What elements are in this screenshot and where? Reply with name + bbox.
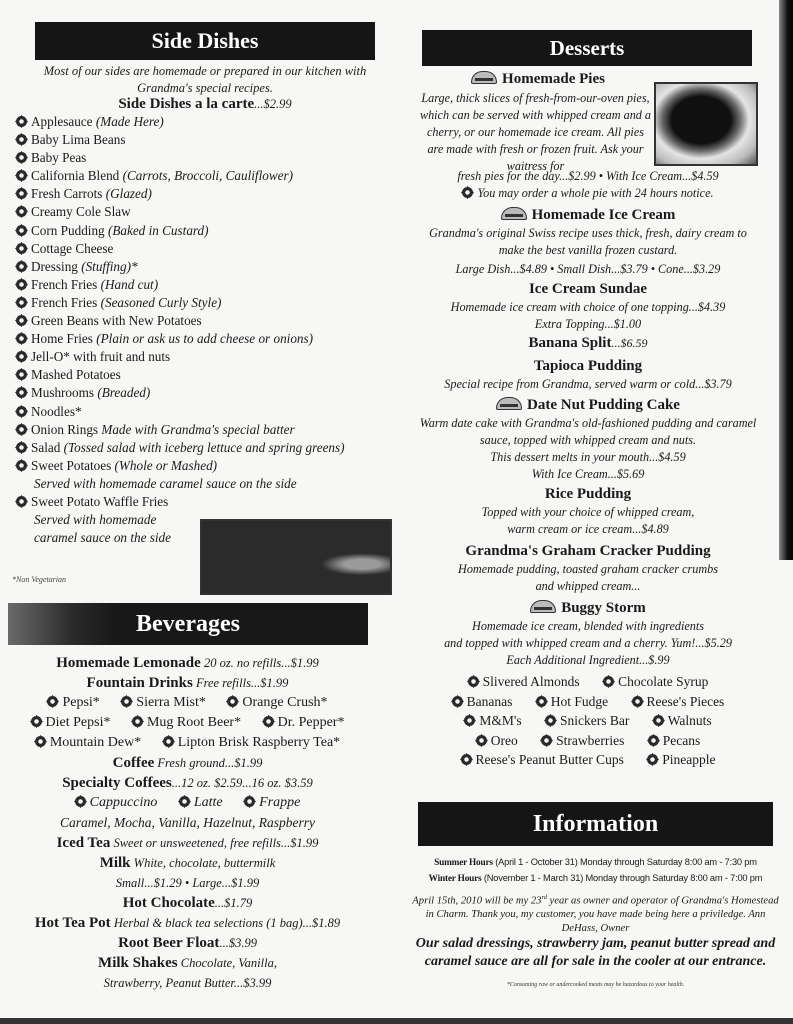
flower-bullet-icon: [16, 297, 27, 308]
toppings-row: Bananas Hot Fudge Reese's Pieces: [408, 692, 768, 712]
scan-bottom-edge: [0, 1018, 793, 1024]
toppings-row: Reese's Peanut Butter Cups Pineapple: [408, 750, 768, 770]
list-item: Sweet Potato Waffle Fries Served with homemade caramel sauce on the side: [16, 493, 396, 547]
flower-bullet-icon: [35, 736, 46, 747]
buggy-logo-icon: [496, 397, 522, 410]
coffee-line: Coffee Fresh ground...$1.99: [112, 755, 263, 771]
winter-hours: Winter Hours (November 1 - March 31) Monday through Saturday 8:00 am - 7:00 pm: [428, 873, 763, 884]
sundae-block: Ice Cream Sundae Homemade ice cream with choice of one topping...$4.39 Extra Topping...$1.00: [450, 281, 726, 331]
ice-cream-block: Homemade Ice Cream Grandma's original Swiss recipe uses thick, fresh, dairy cream to make the best vanilla frozen custard. Large Dish...$4.89 • Small Dish...$3.79 • Cone...$3.29: [429, 207, 747, 276]
pies-description: Large, thick slices of fresh-from-our-oven pies, which can be served with whipped cream and a cherry, or our homemade ice cream. All pies are made with fresh or frozen fruit. Ask your waitress for: [419, 91, 652, 173]
hours-block: [408, 855, 783, 887]
list-item: Noodles*: [16, 403, 396, 421]
list-item: French Fries (Seasoned Curly Style): [16, 294, 396, 312]
flower-bullet-icon: [603, 676, 614, 687]
flower-bullet-icon: [16, 279, 27, 290]
toppings-list: [408, 672, 768, 770]
summer-hours: Summer Hours (April 1 - October 31) Monday through Saturday 8:00 am - 7:30 pm: [434, 857, 757, 868]
flower-bullet-icon: [541, 735, 552, 746]
for-sale-notice: Our salad dressings, strawberry jam, peanut butter spread and caramel sauce are all for sale in the cooler at our entrance.: [415, 936, 776, 969]
tapioca-block: Tapioca Pudding Special recipe from Grandma, served warm or cold...$3.79: [444, 358, 732, 391]
list-item: Fresh Carrots (Glazed): [16, 185, 396, 203]
flower-bullet-icon: [545, 715, 556, 726]
flower-bullet-icon: [163, 736, 174, 747]
flower-bullet-icon: [16, 206, 27, 217]
flower-bullet-icon: [16, 369, 27, 380]
list-item: Jell-O* with fruit and nuts: [16, 348, 396, 366]
root-beer-float-line: Root Beer Float...$3.99: [118, 935, 257, 951]
list-item: Baby Lima Beans: [16, 131, 396, 149]
flower-bullet-icon: [464, 715, 475, 726]
flower-bullet-icon: [16, 152, 27, 163]
list-item: Dressing (Stuffing)*: [16, 258, 396, 276]
side-dish-list: [16, 113, 396, 547]
flower-bullet-icon: [462, 187, 473, 198]
flower-bullet-icon: [121, 696, 132, 707]
milk-shakes-line: Milk Shakes Chocolate, Vanilla,: [98, 955, 277, 971]
desserts-heading: Desserts: [422, 30, 752, 66]
list-item: Mushrooms (Breaded): [16, 384, 396, 402]
flower-bullet-icon: [16, 424, 27, 435]
lemonade-line: Homemade Lemonade 20 oz. no refills...$1.99: [56, 655, 319, 671]
toppings-row: Oreo Strawberries Pecans: [408, 731, 768, 751]
flower-bullet-icon: [648, 735, 659, 746]
a-la-carte-line: [30, 96, 380, 113]
waffle-fries-photo: [200, 519, 392, 595]
flower-bullet-icon: [75, 796, 86, 807]
milk-prices: Small...$1.29 • Large...$1.99: [115, 876, 260, 890]
flower-bullet-icon: [468, 676, 479, 687]
information-heading: Information: [418, 802, 773, 846]
list-item: Baby Peas: [16, 149, 396, 167]
flavors-line: Caramel, Mocha, Vanilla, Hazelnut, Raspberry: [60, 815, 315, 830]
flower-bullet-icon: [244, 796, 255, 807]
banana-split-block: Banana Split...$6.59: [528, 335, 648, 351]
side-dishes-intro: Most of our sides are homemade or prepared in our kitchen with Grandma's special recipes.: [43, 64, 367, 95]
flower-bullet-icon: [132, 716, 143, 727]
flower-bullet-icon: [16, 188, 27, 199]
pie-photo: [654, 82, 758, 166]
owner-message: April 15th, 2010 will be my 23rd year as owner and operator of Grandma's Homestead in Charm. Thank you, my customer, you have made being here a priviledge. Ann DeHass, Owner: [412, 894, 779, 934]
iced-tea-line: Iced Tea Sweet or unsweetened, free refills...$1.99: [56, 835, 319, 851]
flower-bullet-icon: [452, 696, 463, 707]
flower-bullet-icon: [647, 754, 658, 765]
fountain-options-row: Mountain Dew* Lipton Brisk Raspberry Tea*: [0, 733, 375, 753]
flower-bullet-icon: [16, 442, 27, 453]
flower-bullet-icon: [16, 116, 27, 127]
a-la-carte-label: Side Dishes a la carte: [118, 96, 255, 112]
list-item: Home Fries (Plain or ask us to add cheese or onions): [16, 330, 396, 348]
milk-shakes-flavors: Strawberry, Peanut Butter...$3.99: [103, 976, 272, 990]
flower-bullet-icon: [16, 406, 27, 417]
flower-bullet-icon: [16, 134, 27, 145]
buggy-logo-icon: [501, 207, 527, 220]
toppings-row: Slivered Almonds Chocolate Syrup: [408, 672, 768, 692]
flower-bullet-icon: [16, 315, 27, 326]
flower-bullet-icon: [16, 496, 27, 507]
fountain-options-row: Pepsi* Sierra Mist* Orange Crush*: [0, 693, 375, 713]
scan-edge-shadow: [779, 0, 793, 560]
list-item: Sweet Potatoes (Whole or Mashed) Served with homemade caramel sauce on the side: [16, 457, 396, 493]
flower-bullet-icon: [47, 696, 58, 707]
flower-bullet-icon: [16, 170, 27, 181]
flower-bullet-icon: [16, 333, 27, 344]
list-item: California Blend (Carrots, Broccoli, Cauliflower): [16, 167, 396, 185]
flower-bullet-icon: [16, 351, 27, 362]
milk-line: Milk White, chocolate, buttermilk: [99, 855, 276, 871]
flower-bullet-icon: [16, 261, 27, 272]
hot-chocolate-line: Hot Chocolate...$1.79: [122, 895, 253, 911]
flower-bullet-icon: [476, 735, 487, 746]
flower-bullet-icon: [461, 754, 472, 765]
specialty-coffee-line: Specialty Coffees...12 oz. $2.59...16 oz. $3.59: [62, 775, 313, 791]
buggy-storm-block: Buggy Storm Homemade ice cream, blended with ingredients and topped with whipped cream and a cherry. Yum!...$5.29 Each Additional Ingredient...$.99: [444, 600, 732, 667]
rice-pudding-block: Rice Pudding Topped with your choice of whipped cream, warm cream or ice cream...$4.89: [481, 486, 695, 536]
list-item: Salad (Tossed salad with iceberg lettuce and spring greens): [16, 439, 396, 457]
beverages-heading: Beverages: [8, 603, 368, 645]
hot-tea-line: Hot Tea Pot Herbal & black tea selections (1 bag)...$1.89: [34, 915, 341, 931]
list-item: Applesauce (Made Here): [16, 113, 396, 131]
fountain-options-row: Diet Pepsi* Mug Root Beer* Dr. Pepper*: [0, 713, 375, 733]
pies-prices-block: fresh pies for the day...$2.99 • With Ice Cream...$4.59 You may order a whole pie with 24 hours notice.: [457, 169, 719, 200]
flower-bullet-icon: [16, 243, 27, 254]
beverage-list: [0, 653, 375, 993]
list-item: French Fries (Hand cut): [16, 276, 396, 294]
list-item: Green Beans with New Potatoes: [16, 312, 396, 330]
list-item: Mashed Potatoes: [16, 366, 396, 384]
flower-bullet-icon: [16, 460, 27, 471]
specialty-options-row: Cappuccino Latte Frappe: [0, 793, 375, 813]
flower-bullet-icon: [632, 696, 643, 707]
buggy-logo-icon: [471, 71, 497, 84]
list-item: Cottage Cheese: [16, 240, 396, 258]
flower-bullet-icon: [16, 387, 27, 398]
health-disclaimer: *Consuming raw or undercooked meats may be hazardous to your health.: [506, 982, 685, 988]
toppings-row: M&M's Snickers Bar Walnuts: [408, 711, 768, 731]
non-vegetarian-footnote: *Non Vegetarian: [12, 575, 66, 584]
graham-pudding-block: Grandma's Graham Cracker Pudding Homemade pudding, toasted graham cracker crumbs and whipped cream...: [458, 543, 718, 593]
flower-bullet-icon: [227, 696, 238, 707]
buggy-logo-icon: [530, 600, 556, 613]
flower-bullet-icon: [536, 696, 547, 707]
flower-bullet-icon: [16, 225, 27, 236]
a-la-carte-price: ...$2.99: [254, 97, 292, 111]
list-item: Corn Pudding (Baked in Custard): [16, 222, 396, 240]
list-item: Onion Rings Made with Grandma's special batter: [16, 421, 396, 439]
list-item: Creamy Cole Slaw: [16, 203, 396, 221]
fountain-line: Fountain Drinks Free refills...$1.99: [86, 675, 289, 691]
date-nut-block: Date Nut Pudding Cake Warm date cake with Grandma's old-fashioned pudding and caramel sauce, topped with whipped cream and nuts. This dessert melts in your mouth...$4.59 With Ice Cream...$5.69: [419, 397, 757, 481]
flower-bullet-icon: [263, 716, 274, 727]
side-dishes-heading: Side Dishes: [35, 22, 375, 60]
flower-bullet-icon: [31, 716, 42, 727]
flower-bullet-icon: [653, 715, 664, 726]
pies-title-block: Homemade Pies: [388, 70, 688, 89]
flower-bullet-icon: [179, 796, 190, 807]
